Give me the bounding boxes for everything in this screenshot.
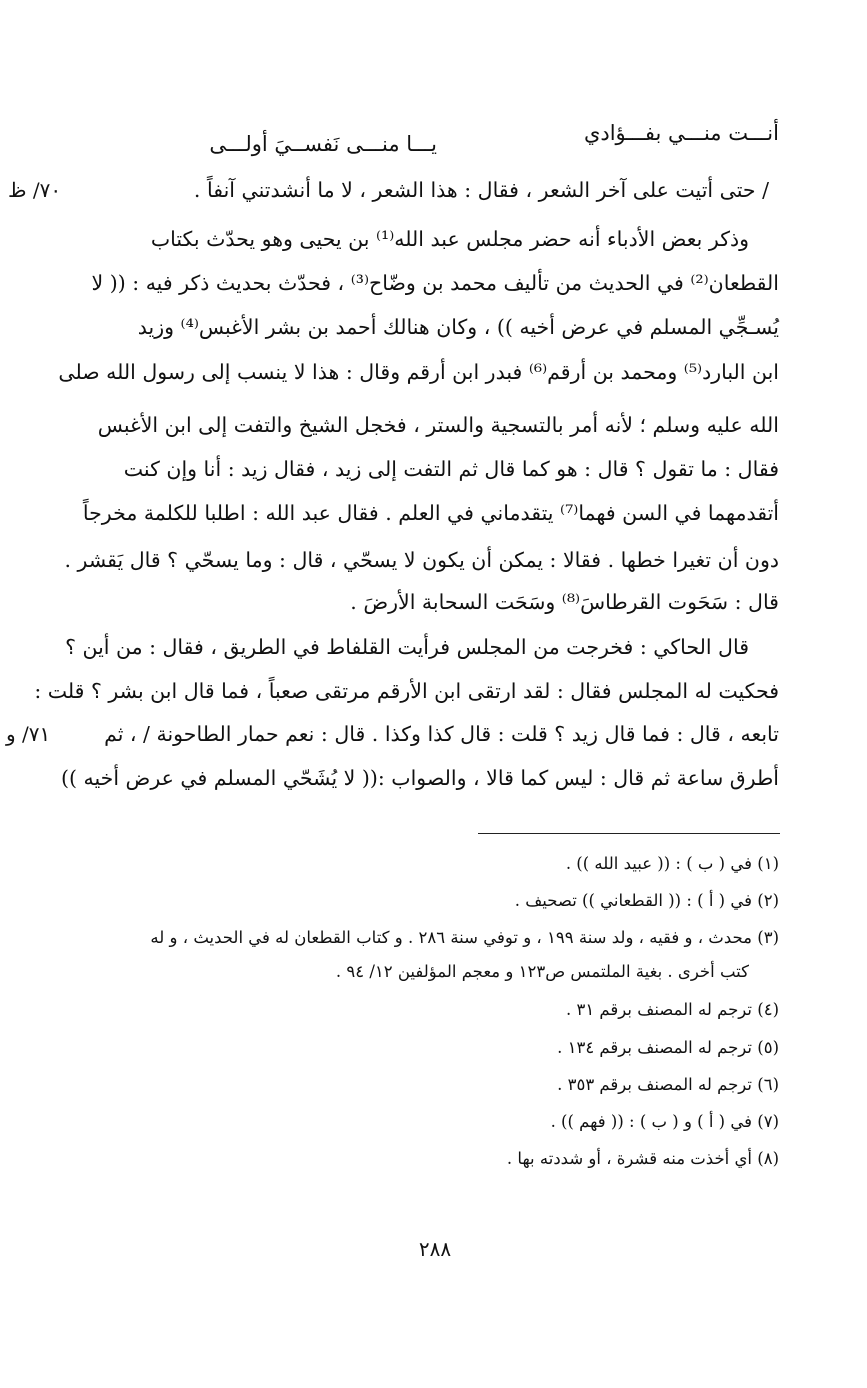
footnote: (٥) ترجم له المصنف برقم ١٣٤ . bbox=[557, 1038, 779, 1057]
body-line: / حتى أتيت على آخر الشعر ، فقال : هذا الشعر ، لا ما أنشدتني آنفاً . bbox=[193, 178, 769, 202]
body-line: الله عليه وسلم ؛ لأنه أمر بالتسجية والستر ، فخجل الشيخ والتفت إلى ابن الأغبس bbox=[97, 413, 779, 437]
margin-note: ٧١/ و bbox=[6, 722, 51, 746]
footnote: (٨) أي أخذت منه قشرة ، أو شددته بها . bbox=[506, 1149, 779, 1168]
body-line: يُسـجِّي المسلم في عرض أخيه )) ، وكان هنالك أحمد بن بشر الأغبس⁽⁴⁾ وزيد bbox=[137, 315, 779, 339]
footnote: (٢) في ( أ ) : (( القطعاني )) تصحيف . bbox=[514, 891, 779, 910]
body-line: تابعه ، قال : فما قال زيد ؟ قلت : قال كذا وكذا . قال : نعم حمار الطاحونة / ، ثم bbox=[104, 722, 779, 746]
footnote: (٦) ترجم له المصنف برقم ٣٥٣ . bbox=[557, 1075, 779, 1094]
body-line: أتقدمهما في السن فهما⁽⁷⁾ يتقدماني في العلم . فقال عبد الله : اطلبا للكلمة مخرجاً bbox=[82, 501, 779, 525]
body-line: فقال : ما تقول ؟ قال : هو كما قال ثم التفت إلى زيد ، فقال زيد : أنا وإن كنت bbox=[123, 457, 779, 481]
verse-hemistich-left: يـــا منـــى نَفســيَ أولـــى bbox=[209, 132, 437, 156]
footnote: (١) في ( ب ) : (( عبيد الله )) . bbox=[565, 854, 779, 873]
body-line: قال الحاكي : فخرجت من المجلس فرأيت القلفاط في الطريق ، فقال : من أين ؟ bbox=[65, 635, 749, 659]
body-line: القطعان⁽²⁾ في الحديث من تأليف محمد بن وضّاح⁽³⁾ ، فحدّث بحديث ذكر فيه : (( لا bbox=[91, 271, 779, 295]
footnote: (٤) ترجم له المصنف برقم ٣١ . bbox=[565, 1000, 779, 1019]
footnote-continuation: كتب أخرى . بغية الملتمس ص١٢٣ و معجم المؤلفين ١٢/ ٩٤ . bbox=[335, 962, 749, 981]
body-line: فحكيت له المجلس فقال : لقد ارتقى ابن الأرقم مرتقى صعباً ، فما قال ابن بشر ؟ قلت : bbox=[34, 679, 779, 703]
footnote: (٧) في ( أ ) و ( ب ) : (( فهم )) . bbox=[550, 1112, 779, 1131]
body-line: قال : سَحَوت القرطاسَ⁽⁸⁾ وسَحَت السحابة الأرضَ . bbox=[350, 590, 779, 614]
body-line: ابن البارد⁽⁵⁾ ومحمد بن أرقم⁽⁶⁾ فبدر ابن أرقم وقال : هذا لا ينسب إلى رسول الله صلى bbox=[58, 360, 779, 384]
footnote: (٣) محدث ، و فقيه ، ولد سنة ١٩٩ ، و توفي سنة ٢٨٦ . و كتاب القطعان له في الحديث ، و له bbox=[150, 928, 779, 947]
page-number: ٢٨٨ bbox=[418, 1237, 452, 1261]
footnote-separator bbox=[478, 833, 780, 834]
body-line: دون أن تغيرا خطها . فقالا : يمكن أن يكون لا يسحّي ، قال : وما يسحّي ؟ قال يَقشر . bbox=[64, 548, 779, 572]
verse-hemistich-right: أنـــت منـــي بفـــؤادي bbox=[583, 121, 779, 145]
body-line: وذكر بعض الأدباء أنه حضر مجلس عبد الله⁽¹⁾ بن يحيى وهو يحدّث بكتاب bbox=[150, 227, 749, 251]
margin-note: ٧٠/ ظ bbox=[8, 178, 62, 202]
body-line: أطرق ساعة ثم قال : ليس كما قالا ، والصواب :(( لا يُشَحّي المسلم في عرض أخيه )) bbox=[60, 766, 779, 790]
